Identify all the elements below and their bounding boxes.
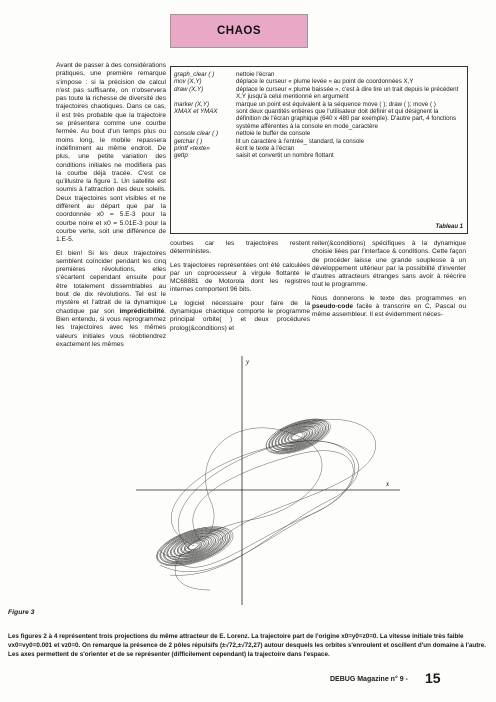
table-command: marker (X,Y) <box>174 100 210 108</box>
table-description: déplace le curseur « plume levée » au point de coordonnées X,Y <box>236 78 414 86</box>
column-1 <box>56 62 166 354</box>
col3-p2-text-a: Nous donnerons le texte des programmes en <box>312 294 466 302</box>
table-row <box>171 145 467 152</box>
title-text: CHAOS <box>216 25 262 37</box>
command-table <box>170 66 468 234</box>
trajectory-loop <box>179 536 208 556</box>
footer-magazine: DEBUG Magazine n° 9 - <box>330 676 408 683</box>
col3-paragraph-2 <box>312 295 466 320</box>
page-number: 15 <box>425 670 441 686</box>
col1-p2-text-c: . Bien entendu, si vous reprogrammez les trajectoires avec les mêmes valeurs initiales vous réobtiendrez exactement les mêmes <box>56 307 166 348</box>
cross-loops <box>160 419 376 590</box>
table-command: getchar ( ) <box>174 137 203 145</box>
page-title <box>170 14 308 48</box>
col3-paragraph-1: reiter(&conditions) spécifiques à la dynamique choisie liées par l'interface & conditions. Cette façon de procéder laisse une grande souplesse à un développement ultérieur par la possibilité d'inventer d'autres attracteurs étranges sans avoir à réécrire tout le programme. <box>312 240 466 289</box>
table-command: XMAX et YMAX <box>174 108 218 116</box>
col1-paragraph-2 <box>56 250 166 350</box>
x-axis-label: x <box>386 480 390 488</box>
trajectory-path <box>220 419 376 540</box>
column-3 <box>312 240 466 325</box>
table-description: saisit et convertit un nombre flottant <box>236 152 334 160</box>
table-row <box>171 138 467 145</box>
table-description: déplace le curseur « plume baissée », c'est à dire tire un trait depuis le précédent X,Y jusqu'à celui mentionné en argument <box>236 85 459 101</box>
table-row <box>171 71 467 78</box>
col3-p2-bold: pseudo-code <box>312 303 354 311</box>
trajectory-loop <box>276 421 321 451</box>
table-command: printf «texte» <box>174 145 210 153</box>
table-description: écrit le texte à l'écran <box>236 145 295 153</box>
table-row <box>171 78 467 85</box>
table-command: mov (X,Y) <box>174 78 202 86</box>
table-rows <box>171 67 467 160</box>
table-row <box>171 152 467 159</box>
table-description: marque un point est équivalent à la séquence move ( ); draw ( ); move ( ) <box>236 100 436 108</box>
table-row <box>171 101 467 108</box>
col2-paragraph-3: Le logiciel nécessaire pour faire de la dynamique chaotique comporte le programme principal orbite( ) et deux procédures prolog(&conditions) et <box>170 299 310 332</box>
table-description: nettoie l'écran <box>236 71 275 78</box>
table-command: draw (X,Y) <box>174 85 204 93</box>
trajectory-loop <box>291 431 304 441</box>
trajectory-loop <box>290 431 306 442</box>
figure-caption: Les figures 2 à 4 représentent trois projections du même attracteur de E. Lorenz. La trajectoire part de l'origine x0=y0=z0=0. La vitesse initiale très faible vx0=vy0=0.001 et vz0=0. On remarque la présence de 2 pôles répulsifs (±√72,±√72,27) autour desquels les orbites s'enroulent et oscillent d'un domaine à l'autre. Les axes permettent de s'orienter et de se représenter (difficilement cependant) la trajectoire dans l'espace. <box>8 633 486 658</box>
table-row <box>171 130 467 137</box>
col1-paragraph-1: Avant de passer à des considérations pratiques, une première remarque s'impose : si la précision de calcul n'est pas suffisante, on n'observera pas toute la richesse de diversité des trajectoires chaotiques. Dans ce cas, il est très probable que la trajectoire se présentera comme une courbe fermée. Au bout d'un temps plus ou moins long, le mobile repassera indéfiniment au même endroit. De plus, une petite variation des conditions initiales ne modifiera pas la courbe déjà tracée. C'est ce qu'illustre la figure 1. Un satellite est soumis à l'attraction des deux soleils. Deux trajectoires sont visibles et ne diffèrent au départ que par la coordonnée x0 = 5.E-3 pour la courbe noire et x0 = 5.01E-3 pour la courbe verte, soit une différence de 1.E-5. <box>56 62 166 244</box>
table-row <box>171 108 467 130</box>
lorenz-attractor-figure <box>130 350 420 610</box>
col3-p2-text-c: facile à transcrire en C, Pascal ou même assembleur. Il est évidemment néces- <box>312 303 466 319</box>
table-description: nettoie le buffer de console <box>236 130 311 138</box>
table-description: sont deux quantités entières que l'utilisateur doit définir et qui désignent la définition de l'écran graphique (640 x 480 par exemple). D'autre part, 4 fonctions système afférentes à la console en mode_caractère <box>236 108 457 130</box>
left-lobe <box>152 519 238 574</box>
y-axis-label: y <box>246 358 250 366</box>
trajectory-path <box>160 441 355 572</box>
table-row <box>171 86 467 101</box>
table-command: console clear ( ) <box>174 130 219 138</box>
col2-paragraph-2: Les trajectoires représentées ont été calculées par un coprocesseur à virgule flottante le MC68881 de Motorola dont les registres internes comportent 96 bits. <box>170 261 310 294</box>
table-command: gettp <box>174 152 188 160</box>
table-caption: Tableau 1 <box>435 223 463 230</box>
col1-p2-bold: imprédicibilité <box>119 307 165 315</box>
col1-p2-text-a: Et bien! Si les deux trajectoires semblent coïncider pendant les cinq premières révolutions, elles s'écartent cependant ensuite pour être totalement dissemblables au bout de dix révolutions. Tel est le mystère et l'attrait de la dynamique chaotique par son <box>56 249 166 315</box>
table-command: graph_clear ( ) <box>174 71 215 78</box>
col2-paragraph-1: courbes car les trajectoires restent déterministes. <box>170 240 310 256</box>
figure-label: Figure 3 <box>8 609 35 616</box>
table-description: lit un caractère à l'entrée_ standard, la console <box>236 137 365 145</box>
right-lobe <box>261 412 334 462</box>
column-2 <box>170 240 310 338</box>
